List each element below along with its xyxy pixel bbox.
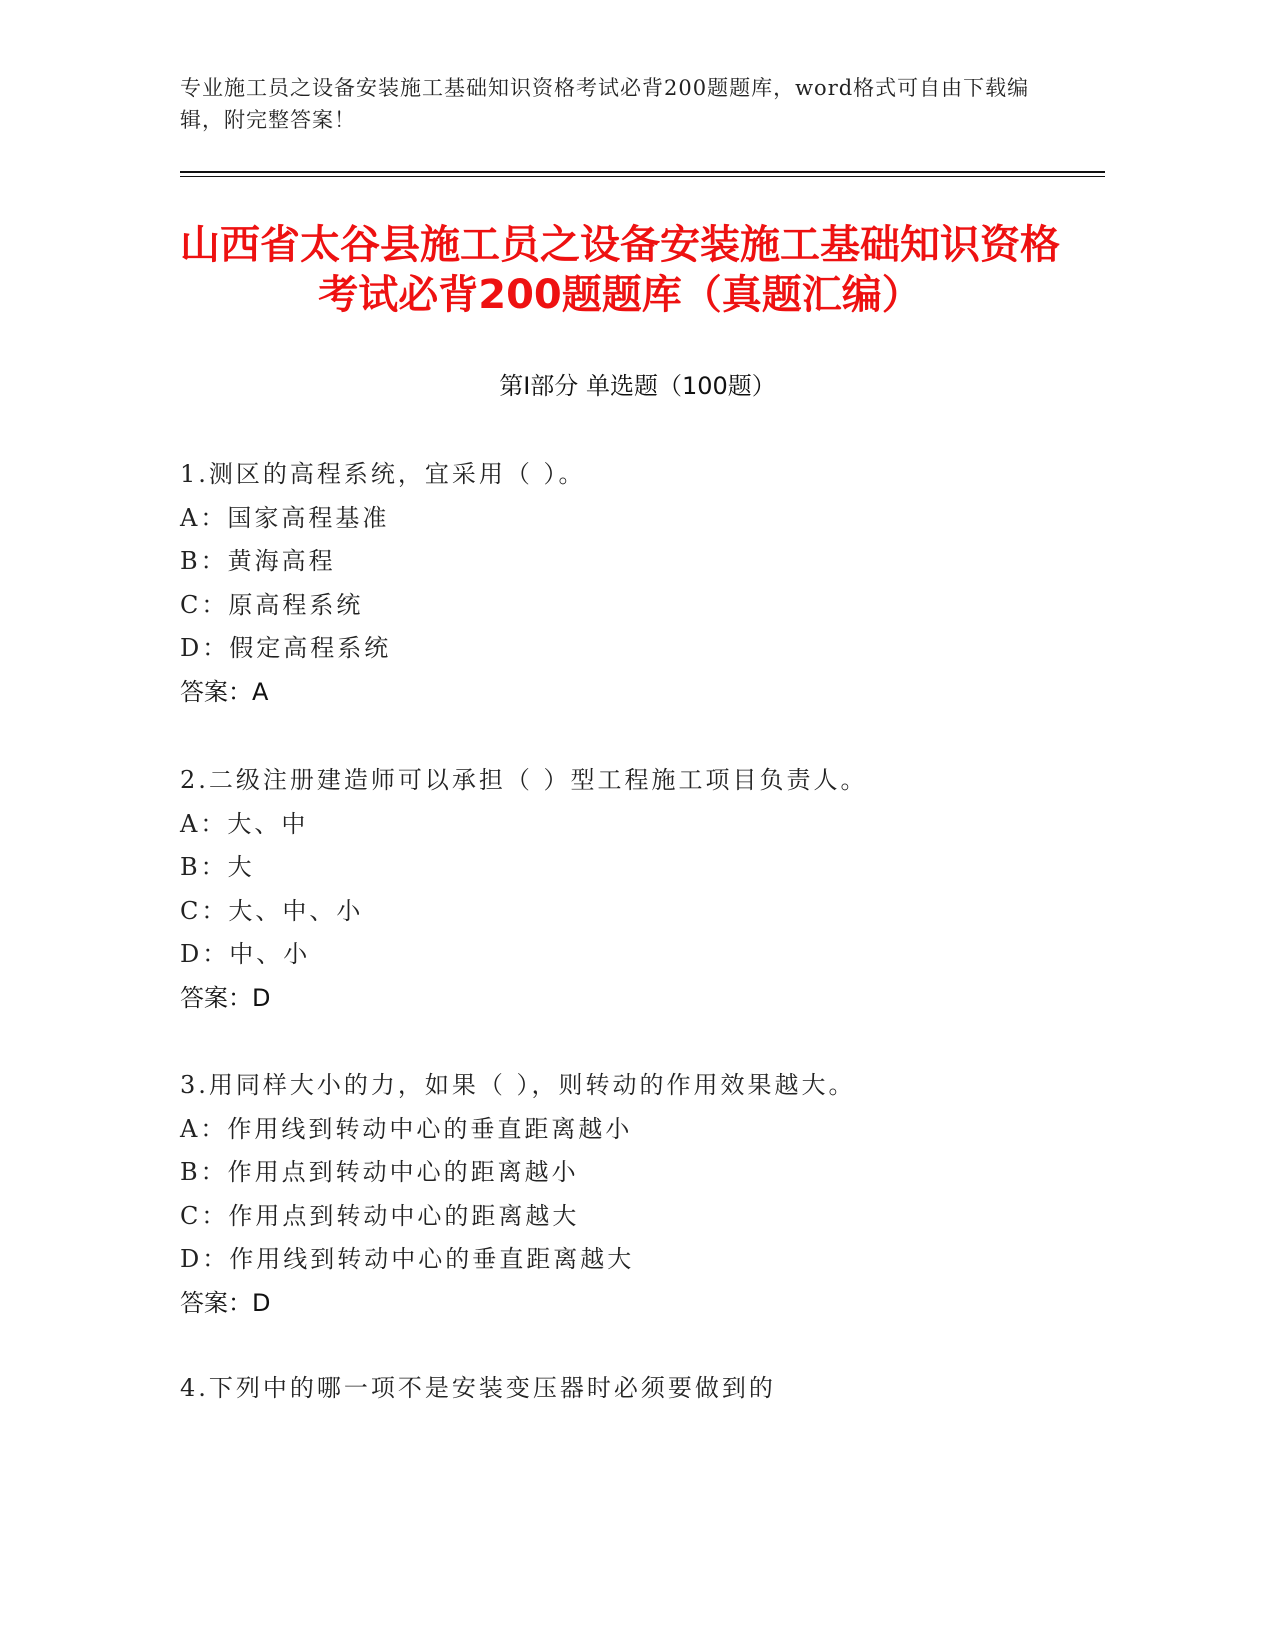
section-heading: 第I部分 单选题（100题） bbox=[499, 372, 776, 400]
option-a: A：大、中 bbox=[180, 809, 309, 838]
option-d: D：中、小 bbox=[180, 940, 311, 968]
question-stem: 1.测区的高程系统，宜采用（ ）。 bbox=[180, 460, 586, 488]
answer: 答案：A bbox=[180, 677, 269, 706]
question-stem: 3.用同样大小的力，如果（ ），则转动的作用效果越大。 bbox=[180, 1071, 856, 1099]
option-d: D：假定高程系统 bbox=[180, 634, 392, 662]
option-b: B：作用点到转动中心的距离越小 bbox=[180, 1158, 579, 1186]
question-2 bbox=[180, 759, 1080, 1020]
question-1 bbox=[180, 453, 1080, 714]
header-divider-thick bbox=[180, 171, 1105, 173]
header-divider-thin bbox=[180, 176, 1105, 177]
option-a: A：作用线到转动中心的垂直距离越小 bbox=[180, 1114, 633, 1143]
question-stem: 2.二级注册建造师可以承担（ ）型工程施工项目负责人。 bbox=[180, 766, 868, 794]
document-title: 山西省太谷县施工员之设备安装施工基础知识资格考试必背200题题库（真题汇编） bbox=[180, 222, 1060, 318]
option-c: C：大、中、小 bbox=[180, 896, 364, 925]
answer: 答案：D bbox=[180, 1288, 271, 1317]
option-b: B：大 bbox=[180, 853, 255, 881]
option-b: B：黄海高程 bbox=[180, 547, 336, 575]
answer: 答案：D bbox=[180, 983, 271, 1012]
option-c: C：作用点到转动中心的距离越大 bbox=[180, 1201, 580, 1230]
option-c: C：原高程系统 bbox=[180, 590, 364, 619]
header-note: 专业施工员之设备安装施工基础知识资格考试必背200题题库，word格式可自由下载编辑，附完整答案！ bbox=[180, 76, 1030, 132]
question-3 bbox=[180, 1064, 1080, 1325]
option-d: D：作用线到转动中心的垂直距离越大 bbox=[180, 1245, 635, 1273]
question-stem: 4.下列中的哪一项不是安装变压器时必须要做到的 bbox=[180, 1374, 776, 1402]
option-a: A：国家高程基准 bbox=[180, 503, 390, 532]
question-4 bbox=[180, 1367, 1080, 1411]
